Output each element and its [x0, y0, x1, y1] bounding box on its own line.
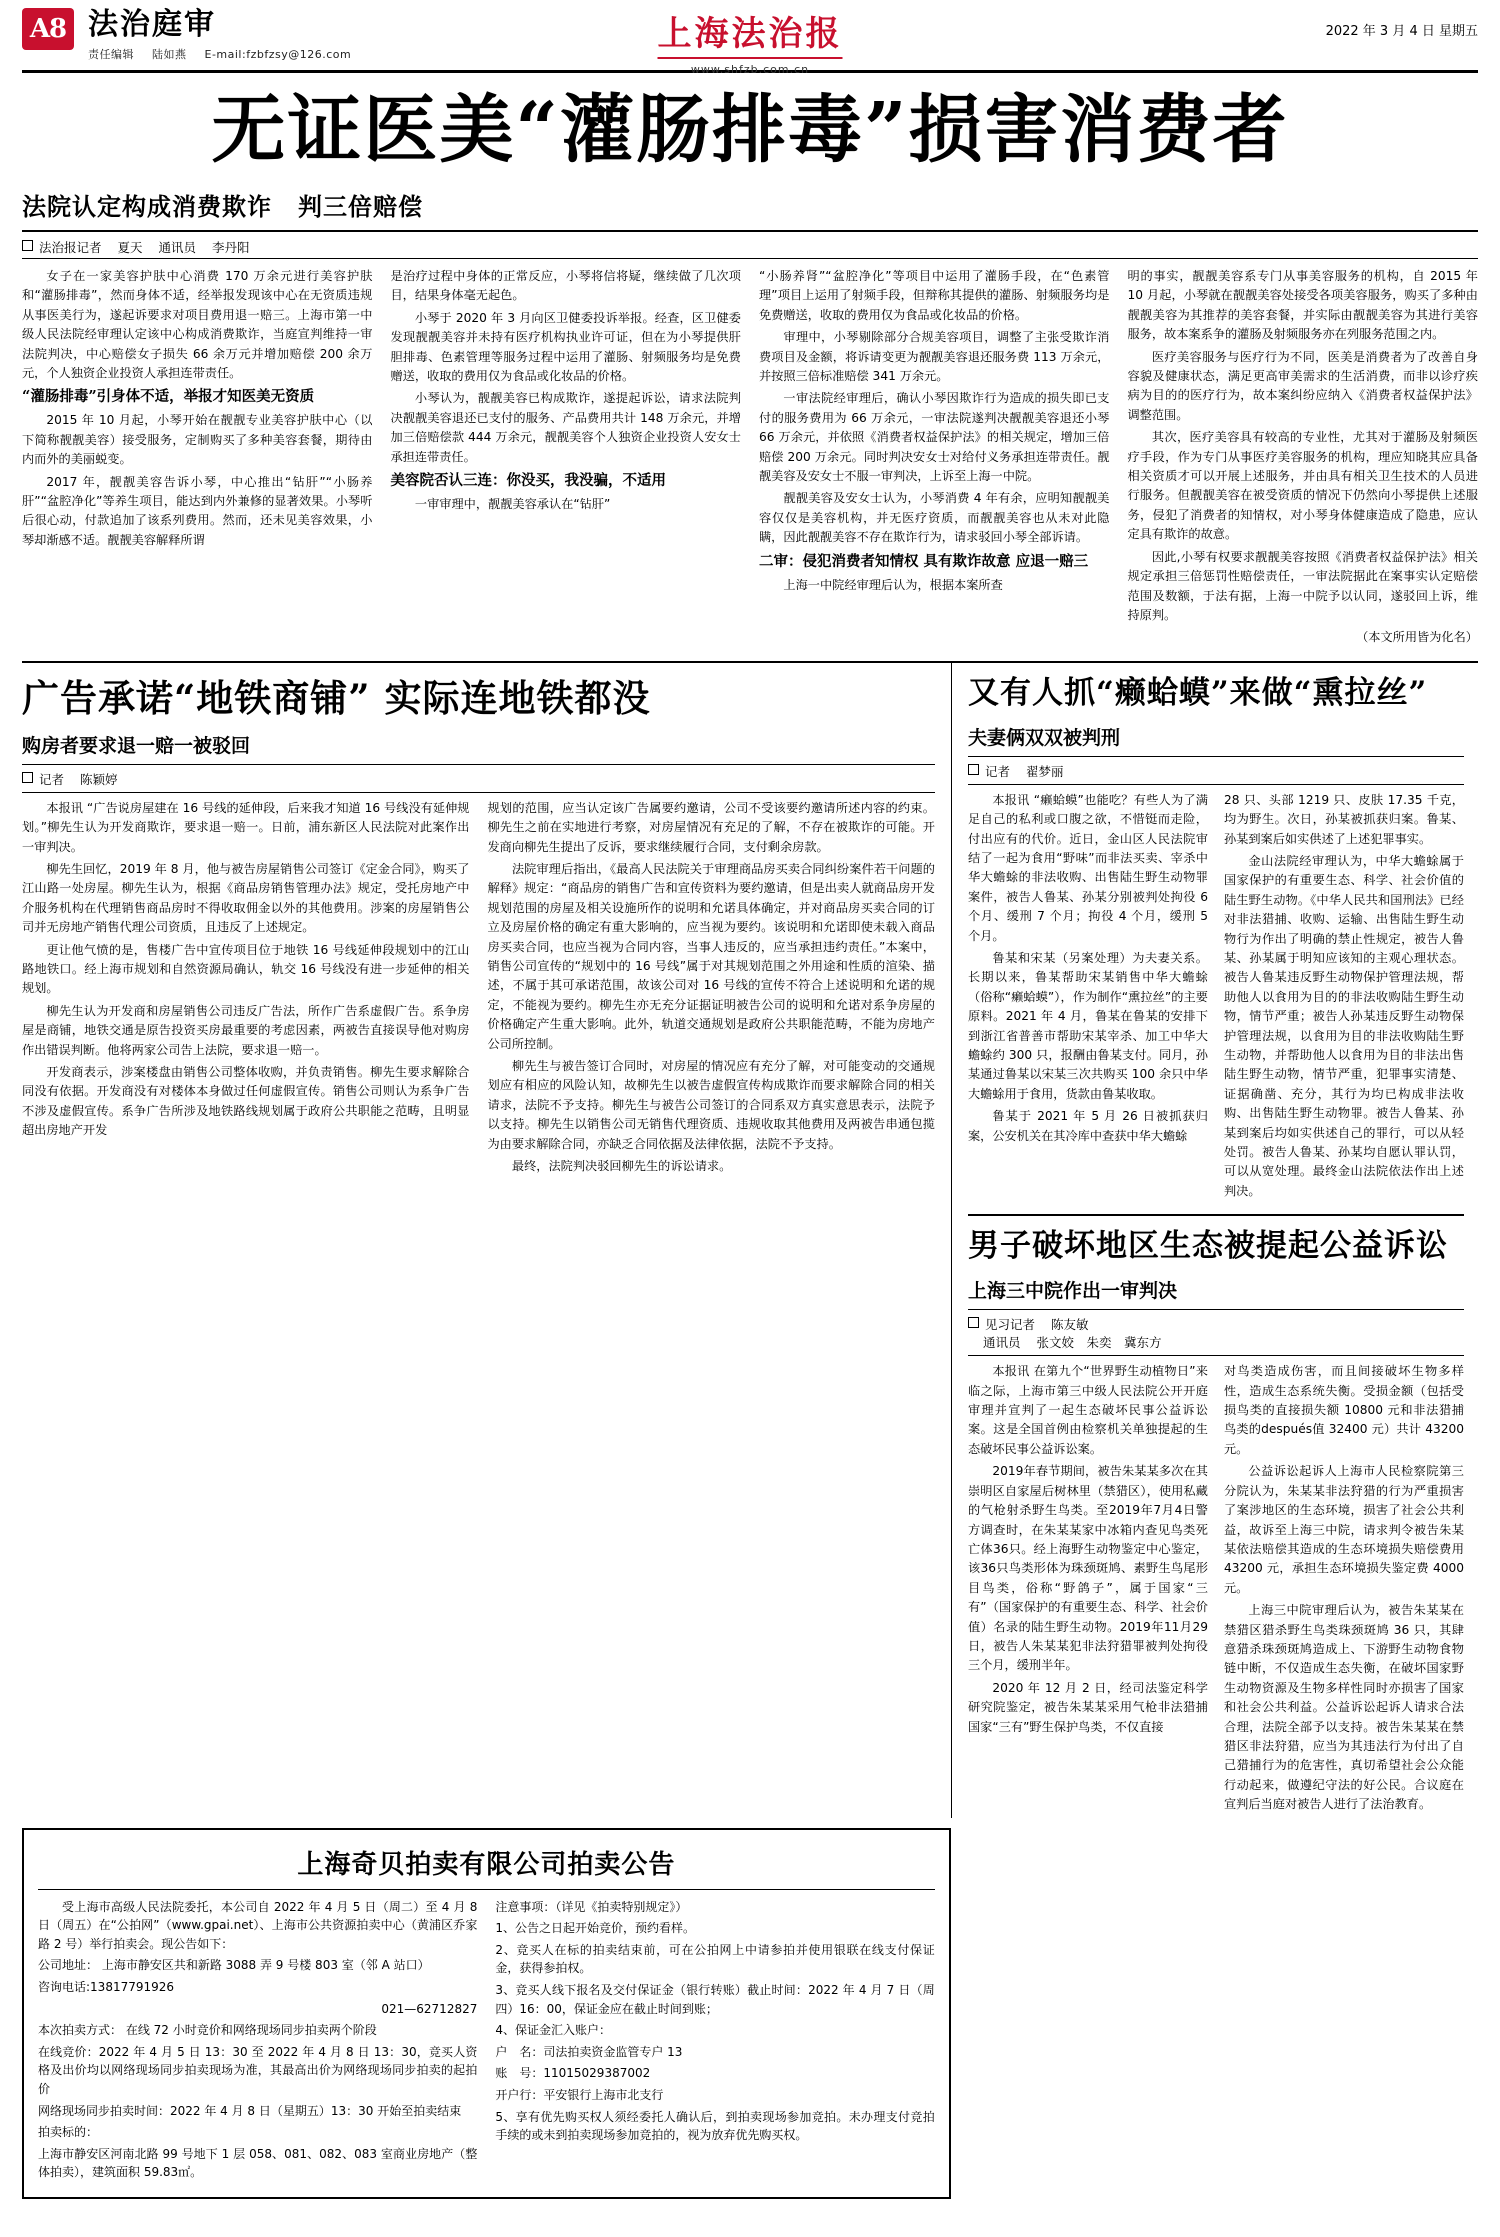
byline-reporter-label: 法治报记者: [39, 240, 102, 255]
paragraph: 女子在一家美容护肤中心消费 170 万余元进行美容护肤和“灌肠排毒”，然而身体不适，经举报发现该中心在无资质违规从事医美行为，遂起诉要求对项目费用退一赔三。上海市第一中级人民法院经审理认定该中心构成消费欺诈，当庭宣判维持一审法院判决，中心赔偿女子损失 66 余万元并增加赔偿 200 余万元，个人独资企业投资人承担连带责任。: [22, 269, 373, 381]
page-badge: A8: [22, 8, 74, 50]
paragraph: 2019年春节期间，被告朱某某多次在其崇明区自家屋后树林里（禁猎区），使用私藏的气枪射杀野生鸟类。至2019年7月4日警方调查时，在朱某某家中冰箱内查见鸟类死亡体36只。经上海野生动物鉴定中心鉴定，该36只鸟类形体为珠颈斑鸠、素野生鸟尾形目鸟类，俗称“野鸽子”，属于国家“三有”（国家保护的有重要生态、科学、社会价值）名录的陆生野生动物。2019年11月29日，被告人朱某某犯非法狩猎罪被判处拘役三个月，缓刑半年。: [968, 1464, 1208, 1673]
article4-subhead: 上海三中院作出一审判决: [968, 1280, 1178, 1303]
lead-section-head-3: 二审：侵犯消费者知情权 具有欺诈故意 应退一赔三: [759, 552, 1089, 570]
divider-thin: [968, 1309, 1464, 1310]
auction-column-2: [495, 1898, 934, 2185]
article2-block: [22, 663, 952, 1818]
article3-column-2: [1224, 791, 1464, 1205]
paragraph: 柳先生回忆，2019 年 8 月，他与被告房屋销售公司签订《定金合同》，购买了江山路一处房屋。柳先生认为，根据《商品房销售管理办法》规定，受托房地产中介服务机构在代理销售商品房时不得收取佣金以外的其他费用。涉案的房屋销售公司并无房地产销售代理公司资质，且违反了上述规定。: [22, 861, 470, 935]
divider-thin: [968, 784, 1464, 785]
paragraph: 受上海市高级人民法院委托，本公司自 2022 年 4 月 5 日（周二）至 4 月 8 日（周五）在“公拍网”（www.gpai.net）、上海市公共资源拍卖中心（黄浦区乔家路 2 号）举行拍卖会。现公告如下：: [38, 1899, 478, 1951]
bullet-icon: [968, 764, 979, 775]
paragraph: 金山法院经审理认为，中华大蟾蜍属于国家保护的有重要生态、科学、社会价值的陆生野生动物。《中华人民共和国刑法》已经对非法猎捕、收购、运输、出售陆生野生动物行为作出了明确的禁止性规定，被告人鲁某、孙某属于明知应该知的主观心理状态。被告人鲁某违反野生动物保护管理法规，帮助他人以食用为目的的非法收购陆生野生动物，情节严重；被告人孙某违反野生动物保护管理法规，以食用为目的非法收购陆生野生动物，并帮助他人以食用为目的非法出售陆生野生动物，情节严重，犯罪事实清楚、证据确凿、充分，其行为均已构成非法收购、出售陆生野生动物罪。被告人鲁某、孙某到案后均如实供述自己的罪行，可以从轻处罚。被告人鲁某、孙某均自愿认罪认罚，可以从宽处理。最终金山法院依法作出上述判决。: [1224, 853, 1464, 1198]
byline-reporter: 夏天: [117, 240, 143, 255]
article4-column-1: [968, 1362, 1208, 1817]
article4-byline: [968, 1315, 1464, 1351]
paragraph: 柳先生认为开发商和房屋销售公司违反广告法，所作广告系虚假广告。系争房屋是商铺，地铁交通是原告投资买房最重要的考虑因素，两被告直接误导他对购房作出错误判断。他将两家公司告上法院，要求退一赔一。: [22, 1003, 470, 1057]
section-title-wrap: [88, 8, 365, 62]
reporter-name: 陈颖婷: [80, 771, 118, 787]
lead-subhead: [22, 187, 1478, 222]
article3-columns: [968, 791, 1464, 1205]
paragraph: 户 名：司法拍卖资金监管专户 13: [495, 2044, 683, 2059]
corr-name: 张文姣 朱奕 冀东方: [1036, 1335, 1162, 1351]
paragraph: 2017 年，靓靓美容告诉小琴，中心推出“钻肝”“小肠养肝”“盆腔净化”等养生项目，能达到内外兼修的显著效果。小琴听后很心动，付款追加了该系列费用。然而，还未见美容效果，小琴却渐感不适。靓靓美容解释所谓: [22, 474, 373, 547]
auction-notice: [22, 1828, 951, 2199]
bottom-band: [22, 1828, 1478, 2199]
paragraph: 其次，医疗美容具有较高的专业性，尤其对于灌肠及射频医疗手段，作为专门从事医疗美容服务的机构，理应知晓其应具备相关资质才可以开展上述服务，并由具有相关卫生技术的人员进行服务。但靓靓美容在被受资质的情况下仍然向小琴提供上述服务，侵犯了消费者的知情权，对小琴身体健康造成了隐患，应认定具有欺诈的故意。: [1127, 430, 1478, 542]
paper-brand: [658, 6, 843, 76]
paragraph: 咨询电话:13817791926: [38, 1979, 175, 1994]
auction-columns: [38, 1889, 935, 2185]
lead-byline: [22, 238, 1478, 256]
paragraph: 一审法院经审理后，确认小琴因欺诈行为造成的损失即已支付的服务费用为 66 万余元，一审法院遂判决靓靓美容退还小琴 66 万余元，并依照《消费者权益保护法》的相关规定，增加三倍赔偿 200 万余元。同时判决安女士对给付义务承担连带责任。靓靓美容及安女士不服一审判决，上诉至上海一中院。: [759, 391, 1110, 484]
auction-column-1: [38, 1898, 477, 2185]
paragraph: 28 只、头部 1219 只、皮肤 17.35 千克，均为野生。次日，孙某被抓获归案。鲁某、孙某到案后如实供述了上述犯罪事实。: [1224, 792, 1464, 846]
paragraph: 小琴认为，靓靓美容已构成欺诈，遂提起诉讼，请求法院判决靓靓美容退还已支付的服务、产品费用共计 148 万余元，并增加三倍赔偿款 444 万余元，靓靓美容个人独资企业投资人安女士承担连带责任。: [390, 391, 741, 464]
section-title: 法治庭审: [88, 7, 216, 42]
paragraph: 本报讯 “广告说房屋建在 16 号线的延伸段，后来我才知道 16 号线没有延伸规划。”柳先生认为开发商欺诈，要求退一赔一。日前，浦东新区人民法院对此案作出一审判决。: [22, 800, 470, 854]
newspaper-page: [0, 8, 1500, 2237]
masthead: [22, 7, 1478, 76]
lead-note: （本文所用皆为化名）: [1356, 630, 1478, 645]
divider-thin: [968, 1355, 1464, 1356]
bullet-icon: [968, 1317, 979, 1328]
byline-corr-label: 通讯员: [158, 240, 197, 255]
reporter-label: 记者: [39, 771, 65, 787]
byline-corr: 李丹阳: [212, 240, 250, 255]
paragraph: 明的事实，靓靓美容系专门从事美容服务的机构，自 2015 年 10 月起，小琴就在靓靓美容处接受各项美容服务，购买了多种由靓靓美容为其推荐的美容套餐，并实际由靓靓美容为其进行美容服务，故本案系争的灌肠及射频服务亦在列服务范围之内。: [1127, 269, 1478, 342]
paragraph: 开发商表示，涉案楼盘由销售公司整体收购，并负责销售。柳先生要求解除合同没有依据。开发商没有对楼体本身做过任何虚假宣传。销售公司则认为系争广告不涉及虚假宣传。系争广告所涉及地铁路线规划属于政府公共职能之范畴，且明显超出房地产开发: [22, 1065, 470, 1138]
lead-section-head-1: “灌肠排毒”引身体不适，举报才知医美无资质: [22, 388, 315, 406]
lead-subhead-left: 法院认定构成消费欺诈: [22, 192, 272, 221]
divider-section: [968, 1214, 1464, 1216]
paragraph: 上海一中院经审理后认为，根据本案所查: [783, 577, 1003, 592]
masthead-left: [22, 8, 365, 62]
article3-headline: 又有人抓“癞蛤蟆”来做“熏拉丝”: [968, 674, 1428, 711]
paragraph: 是治疗过程中身体的正常反应，小琴将信将疑，继续做了几次项目，结果身体毫无起色。: [390, 269, 741, 303]
paragraph: 规划的范围，应当认定该广告属要约邀请，公司不受该要约邀请所述内容的约束。柳先生之前在实地进行考察，对房屋情况有充足的了解，不存在被欺诈的可能。开发商向柳先生提出了反诉，要求继续履行合同，支付剩余房款。: [487, 800, 935, 854]
article3-block: [952, 663, 1464, 1818]
editor-label: 责任编辑: [88, 48, 134, 61]
paragraph: 本报讯 在第九个“世界野生动植物日”来临之际，上海市第三中级人民法院公开开庭审理并宣判了一起生态破坏民事公益诉讼案。这是全国首例由检察机关单独提起的生态破坏民事公益诉讼案。: [968, 1364, 1208, 1456]
paragraph: 审理中，小琴剔除部分合规美容项目，调整了主张受欺诈消费项目及金额，将诉请变更为靓靓美容退还服务费 113 万余元，并按照三倍标准赔偿 341 万余元。: [759, 330, 1110, 384]
paragraph: 网络现场同步拍卖时间：2022 年 4 月 8 日（星期五）13：30 开始至拍卖结束: [38, 2103, 462, 2118]
paragraph: 一审审理中，靓靓美容承认在“钻肝”: [414, 497, 611, 512]
paper-name: 上海法治报: [658, 6, 843, 59]
reporter-name: 翟梦丽: [1026, 763, 1064, 779]
paragraph: 1、公告之日起开始竞价，预约看样。: [495, 1921, 695, 1936]
paragraph: 柳先生与被告签订合同时，对房屋的情况应有充分了解，对可能变动的交通规划应有相应的风险认知，故柳先生以被告虚假宣传构成欺诈而要求解除合同的相关请求，法院不予支持。柳先生与被告公司签订的合同系双方真实意思表示，法院予以支持。柳先生以销售公司无销售代理资质、违规收取其他费用及两被告串通包揽为由要求解除合同，亦缺乏合同依据及法律依据，法院不予支持。: [487, 1059, 935, 1151]
paragraph: 鲁某和宋某（另案处理）为夫妻关系。长期以来，鲁某帮助宋某销售中华大蟾蜍（俗称“癞蛤蟆”），作为制作“熏拉丝”的主要原料。2021 年 4 月，鲁某在鲁某的安排下到浙江省普善市帮助宋某宰杀、加工中华大蟾蜍约 300 只，报酬由鲁某支付。同月，孙某通过鲁某以宋某三次共购买 100 余只中华大蟾蜍用于食用，货款由鲁某收取。: [968, 950, 1208, 1101]
article4-column-2: [1224, 1362, 1464, 1817]
paragraph: 2020 年 12 月 2 日，经司法鉴定科学研究院鉴定，被告朱某某采用气枪非法猎捕国家“三有”野生保护鸟类，不仅直接: [968, 1680, 1208, 1734]
article3-column-1: [968, 791, 1208, 1205]
paragraph: 2、竞买人在标的拍卖结束前，可在公拍网上中请参拍并使用银联在线支付保证金，获得参拍权。: [495, 1942, 935, 1976]
paragraph: 2015 年 10 月起，小琴开始在靓靓专业美容护肤中心（以下简称靓靓美容）接受服务，定制购买了多种美容套餐，期待由内而外的美丽蜕变。: [22, 413, 373, 467]
paragraph: 小琴于 2020 年 3 月向区卫健委投诉举报。经查，区卫健委发现靓靓美容并未持有医疗机构执业许可证，但在为小琴提供肝胆排毒、色素管理等服务过程中运用了灌肠、射频服务均是免费赠送，收取的费用仅为食品或化妆品的价格。: [390, 310, 741, 384]
editor-line: [88, 46, 365, 62]
paragraph: 021—62712827: [381, 2001, 478, 2016]
bottom-right-spacer: [967, 1828, 1478, 2199]
paragraph: 法院审理后指出，《最高人民法院关于审理商品房买卖合同纠纷案件若干问题的解释》规定：“商品房的销售广告和宣传资料为要约邀请，但是出卖人就商品房开发规划范围的房屋及相关设施所作的说明和允诺具体确定，并对商品房买卖合同的订立及房屋价格的确定有重大影响的，应当视为要约。该说明和允诺即使未载入商品房买卖合同，也应当视为合同内容，当事人违反的，应当承担违约责任。”本案中，销售公司宣传的“规划中的 16 号线”属于对其规划范围之外用途和性质的渲染、描述，不属于其可承诺范围，故该公司对 16 号线的宣传不符合上述说明和允诺的规定，不能视为要约。柳先生亦无充分证据证明被告公司的说明和允诺对系争房屋的价格确定产生重大影响。此外，轨道交通规划是政府公共职能范畴，不能为房地产公司所控制。: [487, 861, 935, 1051]
paragraph: 靓靓美容及安女士认为，小琴消费 4 年有余，应明知靓靓美容仅仅是美容机构，并无医疗资质，而靓靓美容也从未对此隐瞒，因此靓靓美容不存在欺诈行为，请求驳回小琴全部诉请。: [759, 491, 1110, 545]
paragraph: 账 号：11015029387002: [495, 2066, 651, 2081]
paragraph: 4、保证金汇入账户：: [495, 2023, 611, 2038]
article2-columns: [22, 799, 935, 1180]
divider-thin: [968, 756, 1464, 757]
article2-column-2: [488, 799, 936, 1180]
lead-column-3: [759, 267, 1110, 651]
auction-notes-title: 注意事项：（详见《拍卖特别规定》）: [495, 1899, 688, 1914]
article3-subhead: 夫妻俩双双被判刑: [968, 726, 1121, 749]
lead-column-2: [391, 267, 742, 651]
lead-column-1: [22, 267, 373, 651]
paragraph: 上海三中院审理后认为，被告朱某某在禁猎区猎杀野生鸟类珠颈斑鸠 36 只，其肆意猎杀珠颈斑鸠造成上、下游野生动物食物链中断，不仅造成生态失衡，在破坏国家野生动物资源及生物多样性同时亦损害了国家和社会公共利益。公益诉讼起诉人请求合法合理，法院全部予以支持。被告朱某某在禁猎区非法狩猎，应当为其违法行为付出了自己猎捕行为的危害性，真切希望社会公众能行动起来，做遵纪守法的好公民。合议庭在宣判后当庭对被告人进行了法治教育。: [1224, 1603, 1464, 1812]
editor-name: 陆如燕: [152, 48, 187, 61]
lead-headline-wrap: [22, 87, 1478, 173]
paragraph: 拍卖标的：: [38, 2125, 99, 2140]
lead-subhead-right: 判三倍赔偿: [298, 192, 423, 221]
paragraph: 最终，法院判决驳回柳先生的诉讼请求。: [511, 1159, 732, 1174]
divider-thin: [22, 258, 1478, 259]
auction-title: 上海奇贝拍卖有限公司拍卖公告: [297, 1849, 676, 1880]
article3-byline: [968, 762, 1464, 780]
lead-headline: 无证医美“灌肠排毒”损害消费者: [211, 87, 1289, 173]
reporter-name: 陈友敏: [1051, 1317, 1089, 1333]
editor-email: E-mail:fzbfzsy@126.com: [204, 48, 352, 61]
paragraph: 更让他气愤的是，售楼广告中宣传项目位于地铁 16 号线延伸段规划中的江山路地铁口。经上海市规划和自然资源局确认，轨交 16 号线没有进一步延伸的相关规划。: [22, 942, 470, 996]
article2-subhead: 购房者要求退一赔一被驳回: [22, 734, 251, 757]
paragraph: 上海市静安区河南北路 99 号地下 1 层 058、081、082、083 室商业房地产（整体拍卖），建筑面积 59.83㎡。: [38, 2146, 478, 2180]
paragraph: 5、享有优先购买权人须经委托人确认后，到拍卖现场参加竞拍。未办理支付竞拍手续的或未到拍卖现场参加竞拍的，视为放弃优先购买权。: [495, 2109, 935, 2143]
paragraph: 公益诉讼起诉人上海市人民检察院第三分院认为，朱某某非法狩猎的行为严重损害了案涉地区的生态环境，损害了社会公共利益，故诉至上海三中院，请求判令被告朱某某依法赔偿其造成的生态环境损失赔偿费用 43200 元，承担生态环境损失鉴定费 4000 元。: [1224, 1464, 1464, 1595]
lead-section-head-2: 美容院否认三连：你没买，我没骗，不适用: [390, 472, 666, 490]
reporter-label: 记者: [985, 763, 1011, 779]
paragraph: 鲁某于 2021 年 5 月 26 日被抓获归案，公安机关在其冷库中查获中华大蟾蜍: [968, 1109, 1208, 1143]
lead-column-4: [1128, 267, 1479, 651]
paragraph: 3、竞买人线下报名及交付保证金（银行转账）截止时间：2022 年 4 月 7 日（周四）16：00，保证金应在截止时间到账；: [495, 1982, 935, 2016]
paragraph: 医疗美容服务与医疗行为不同，医美是消费者为了改善自身容貌及健康状态，满足更高审美需求的生活消费，而非以诊疗疾病为目的的医疗行为，故本案纠纷应纳入《消费者权益保护法》调整范围。: [1127, 349, 1478, 422]
middle-band: [22, 663, 1478, 1818]
paragraph: 本报讯 “癞蛤蟆”也能吃？有些人为了满足自己的私利或口腹之欲，不惜铤而走险，付出应有的代价。近日，金山区人民法院审结了一起为食用“野味”而非法买卖、宰杀中华大蟾蜍的非法收购、出售陆生野生动物罪案件，被告人鲁某、孙某分别被判处拘役 6 个月、缓刑 7 个月；拘役 4 个月，缓刑 5 个月。: [968, 792, 1208, 943]
article2-byline: [22, 770, 935, 788]
bullet-icon: [22, 240, 33, 251]
corr-label: 通讯员: [983, 1335, 1021, 1351]
divider-thin: [22, 792, 935, 793]
bullet-icon: [22, 772, 33, 783]
paragraph: 对鸟类造成伤害，而且间接破坏生物多样性，造成生态系统失衡。受损金额（包括受损鸟类的直接损失额 10800 元和非法猎捕鸟类的después值 32400 元）共计 43200 元。: [1224, 1364, 1464, 1456]
paragraph: 本次拍卖方式： 在线 72 小时竞价和网络现场同步拍卖两个阶段: [38, 2023, 377, 2038]
paragraph: 开户行：平安银行上海市北支行: [495, 2087, 664, 2102]
paragraph: “小肠养肾”“盆腔净化”等项目中运用了灌肠手段，在“色素管理”项目上运用了射频手段，但辩称其提供的灌肠、射频服务均是免费赠送，收取的费用仅为食品或化妆品的价格。: [759, 269, 1110, 322]
article4-headline: 男子破坏地区生态被提起公益诉讼: [968, 1228, 1448, 1265]
divider-thin: [22, 764, 935, 765]
paper-website: www.shfzb.com.cn: [690, 63, 810, 76]
paragraph: 公司地址： 上海市静安区共和新路 3088 弄 9 号楼 803 室（邻 A 站口）: [38, 1958, 430, 1973]
paragraph: 在线竞价：2022 年 4 月 5 日 13：30 至 2022 年 4 月 8 日 13：30，竞买人资格及出价均以网络现场同步拍卖现场为准，其最高出价为网络现场同步拍卖的起拍价: [38, 2044, 478, 2096]
article2-column-1: [22, 799, 470, 1180]
article2-headline: 广告承诺“地铁商铺” 实际连地铁都没: [22, 675, 651, 720]
paragraph: 因此,小琴有权要求靓靓美容按照《消费者权益保护法》相关规定承担三倍惩罚性赔偿责任，一审法院据此在案事实认定赔偿范围及数额，于法有据，上海一中院予以认同，遂驳回上诉，维持原判。: [1127, 549, 1478, 622]
reporter-label: 见习记者: [985, 1317, 1036, 1333]
article4-columns: [968, 1362, 1464, 1817]
publication-date: 2022 年 3 月 4 日 星期五: [1325, 24, 1478, 39]
lead-columns: [22, 267, 1478, 651]
divider-thick: [22, 230, 1478, 232]
